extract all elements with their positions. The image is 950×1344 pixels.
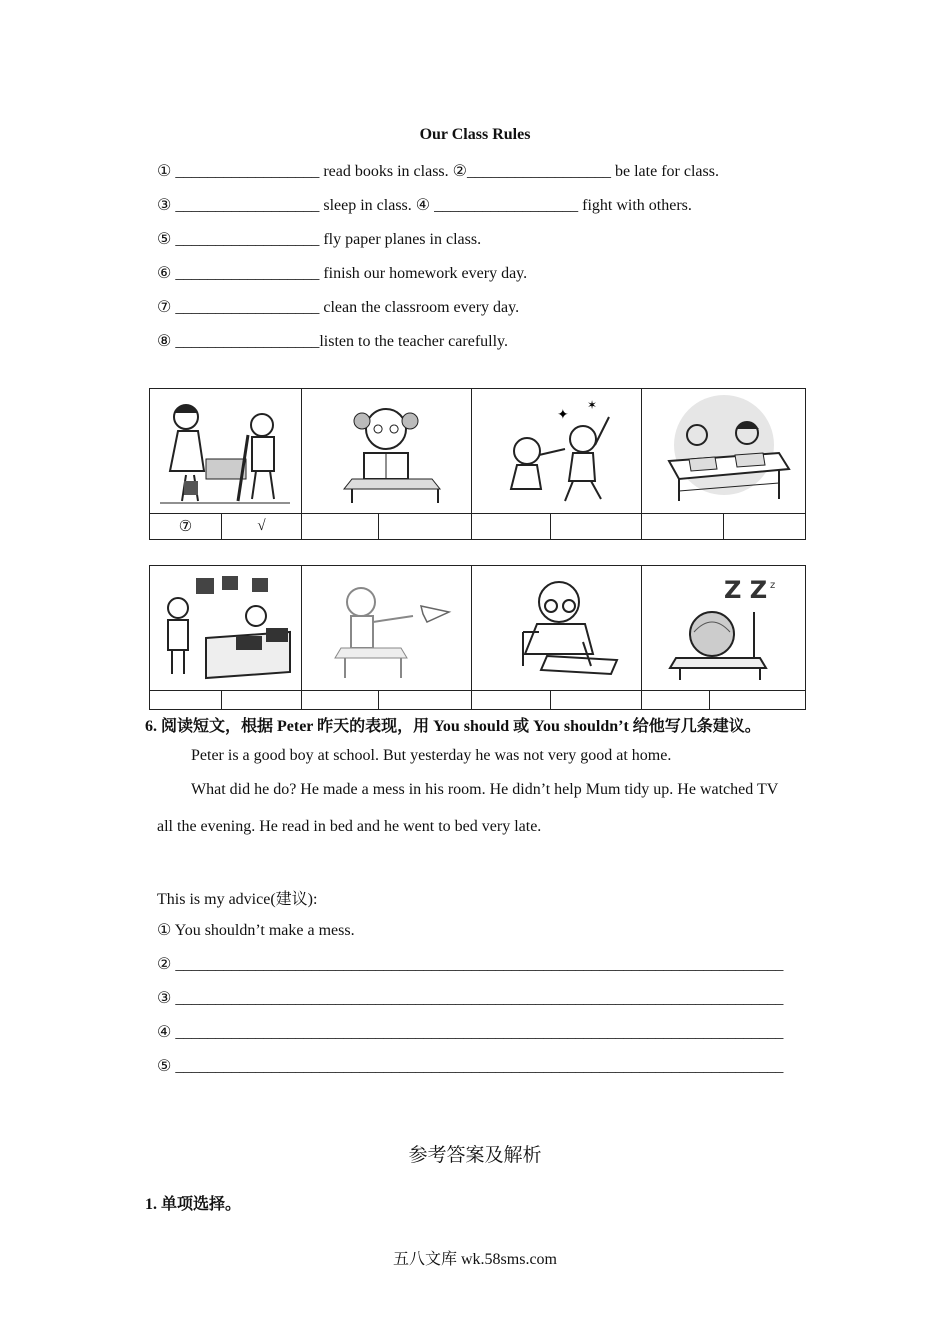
- answer-cell[interactable]: [379, 514, 472, 540]
- answer-cell[interactable]: ⑦: [150, 514, 222, 540]
- answers-title: 参考答案及解析: [408, 1145, 542, 1166]
- picture-table-2: [149, 565, 806, 710]
- answer-cell[interactable]: [551, 691, 642, 710]
- answer-cell[interactable]: [710, 691, 806, 710]
- picture-cell: [472, 389, 642, 514]
- picture-cell: [150, 566, 302, 691]
- answer-cell[interactable]: [302, 514, 379, 540]
- answer-cell[interactable]: [150, 691, 222, 710]
- passage-para-1: Peter is a good boy at school. But yesterday he was not very good at home.: [191, 747, 672, 764]
- picture-table-1: [149, 388, 806, 540]
- rules-title: Our Class Rules: [419, 126, 531, 143]
- picture-cell: [642, 566, 806, 691]
- answer-cell[interactable]: [551, 514, 642, 540]
- advice-line-2[interactable]: ② ____________________________________________________________________________: [157, 956, 784, 973]
- picture-cell: [302, 389, 472, 514]
- question-6-heading: 6. 阅读短文，根据 Peter 昨天的表现，用 You should 或 You shouldn’t 给他写几条建议。: [145, 718, 761, 735]
- svg-text:z: z: [769, 580, 775, 591]
- passage-para-2b: all the evening. He read in bed and he went to bed very late.: [157, 818, 542, 835]
- answer-cell[interactable]: [302, 691, 379, 710]
- rule-line-1: ① __________________ read books in class. ②__________________ be late for class.: [157, 163, 719, 180]
- passage-para-2a: What did he do? He made a mess in his room. He didn’t help Mum tidy up. He watched TV: [191, 781, 779, 798]
- rule-line-3: ⑤ __________________ fly paper planes in class.: [157, 231, 482, 248]
- rule-line-2: ③ __________________ sleep in class. ④ __________________ fight with others.: [157, 197, 692, 214]
- picture-cell: [302, 566, 472, 691]
- homework-boy-icon: [472, 572, 641, 684]
- paper-plane-boy-icon: [302, 572, 471, 684]
- rule-line-5: ⑦ __________________ clean the classroom every day.: [157, 299, 520, 316]
- class-reading-icon: [642, 395, 805, 507]
- answers-q1-heading: 1. 单项选择。: [145, 1196, 242, 1213]
- cleaning-kids-icon: [150, 395, 301, 507]
- answer-cell[interactable]: [472, 691, 551, 710]
- answer-cell[interactable]: [379, 691, 472, 710]
- page-footer: 五八文库 wk.58sms.com: [392, 1251, 557, 1268]
- answer-cell[interactable]: [642, 691, 710, 710]
- picture-cell: [472, 566, 642, 691]
- answer-cell[interactable]: √: [222, 514, 302, 540]
- advice-line-5[interactable]: ⑤ ____________________________________________________________________________: [157, 1058, 784, 1075]
- reading-girl-icon: [302, 395, 471, 507]
- late-kids-icon: [150, 572, 301, 684]
- advice-intro: This is my advice(建议):: [157, 891, 318, 908]
- rule-line-4: ⑥ __________________ finish our homework every day.: [157, 265, 528, 282]
- answer-cell[interactable]: [222, 691, 302, 710]
- answer-cell[interactable]: [724, 514, 806, 540]
- picture-cell: [642, 389, 806, 514]
- answer-cell[interactable]: [472, 514, 551, 540]
- answer-cell[interactable]: [642, 514, 724, 540]
- advice-line-1: ① You shouldn’t make a mess.: [157, 922, 355, 939]
- svg-text:✶: ✶: [586, 398, 597, 412]
- svg-text:Z Z: Z Z: [723, 576, 767, 604]
- fighting-kids-icon: [472, 395, 641, 507]
- svg-text:✦: ✦: [556, 407, 569, 423]
- advice-line-4[interactable]: ④ ____________________________________________________________________________: [157, 1024, 784, 1041]
- rule-line-6: ⑧ __________________listen to the teacher carefully.: [157, 333, 508, 350]
- advice-line-3[interactable]: ③ ____________________________________________________________________________: [157, 990, 784, 1007]
- sleeping-boy-icon: [642, 572, 805, 684]
- picture-cell: [150, 389, 302, 514]
